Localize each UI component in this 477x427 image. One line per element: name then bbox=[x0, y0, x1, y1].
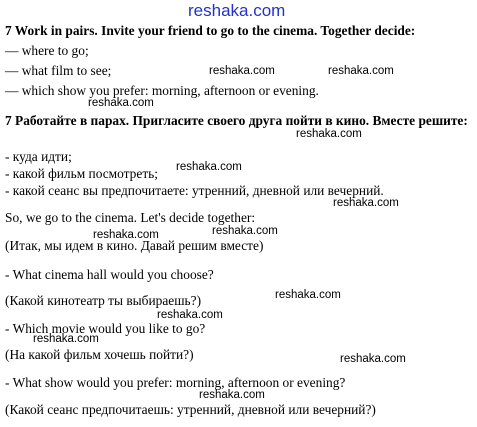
dialogue-line-8: (Какой сеанс предпочитаешь: утренний, дневной или вечерний?) bbox=[5, 402, 376, 417]
watermark: reshaka.com bbox=[88, 97, 154, 109]
watermark: reshaka.com bbox=[296, 128, 362, 140]
watermark: reshaka.com bbox=[93, 229, 159, 241]
watermark: reshaka.com bbox=[340, 353, 406, 365]
watermark: reshaka.com bbox=[176, 161, 242, 173]
watermark: reshaka.com bbox=[212, 225, 278, 237]
watermark: reshaka.com bbox=[199, 389, 265, 401]
exercise-ru-item-3: - какой сеанс вы предпочитаете: утренний, дневной или вечерний. bbox=[5, 183, 384, 198]
exercise-ru-item-1: - куда идти; bbox=[5, 149, 72, 164]
watermark: reshaka.com bbox=[328, 65, 394, 77]
watermark: reshaka.com bbox=[209, 65, 275, 77]
exercise-en-item-3: — which show you prefer: morning, afternoon or evening. bbox=[5, 83, 319, 98]
dialogue-line-2: (Итак, мы идем в кино. Давай решим вместе) bbox=[5, 238, 264, 253]
dialogue-line-4: (Какой кинотеатр ты выбираешь?) bbox=[5, 293, 202, 308]
exercise-en-item-1: — where to go; bbox=[5, 43, 89, 58]
watermark: reshaka.com bbox=[275, 289, 341, 301]
watermark: reshaka.com bbox=[33, 333, 99, 345]
exercise-en-item-2: — what film to see; bbox=[5, 63, 112, 78]
exercise-ru-item-2: - какой фильм посмотреть; bbox=[5, 166, 159, 181]
dialogue-line-5: - Which movie would you like to go? bbox=[5, 321, 206, 336]
dialogue-line-1: So, we go to the cinema. Let's decide together: bbox=[5, 210, 256, 225]
exercise-ru-title: 7 Работайте в парах. Пригласите своего друга пойти в кино. Вместе решите: bbox=[5, 113, 468, 128]
dialogue-line-7: - What show would you prefer: morning, afternoon or evening? bbox=[5, 375, 346, 390]
watermark-top: reshaka.com bbox=[188, 1, 286, 20]
exercise-en-title: 7 Work in pairs. Invite your friend to go to the cinema. Together decide: bbox=[5, 23, 416, 38]
dialogue-line-3: - What cinema hall would you choose? bbox=[5, 267, 214, 282]
watermark: reshaka.com bbox=[157, 309, 223, 321]
dialogue-line-6: (На какой фильм хочешь пойти?) bbox=[5, 347, 194, 362]
watermark: reshaka.com bbox=[333, 197, 399, 209]
